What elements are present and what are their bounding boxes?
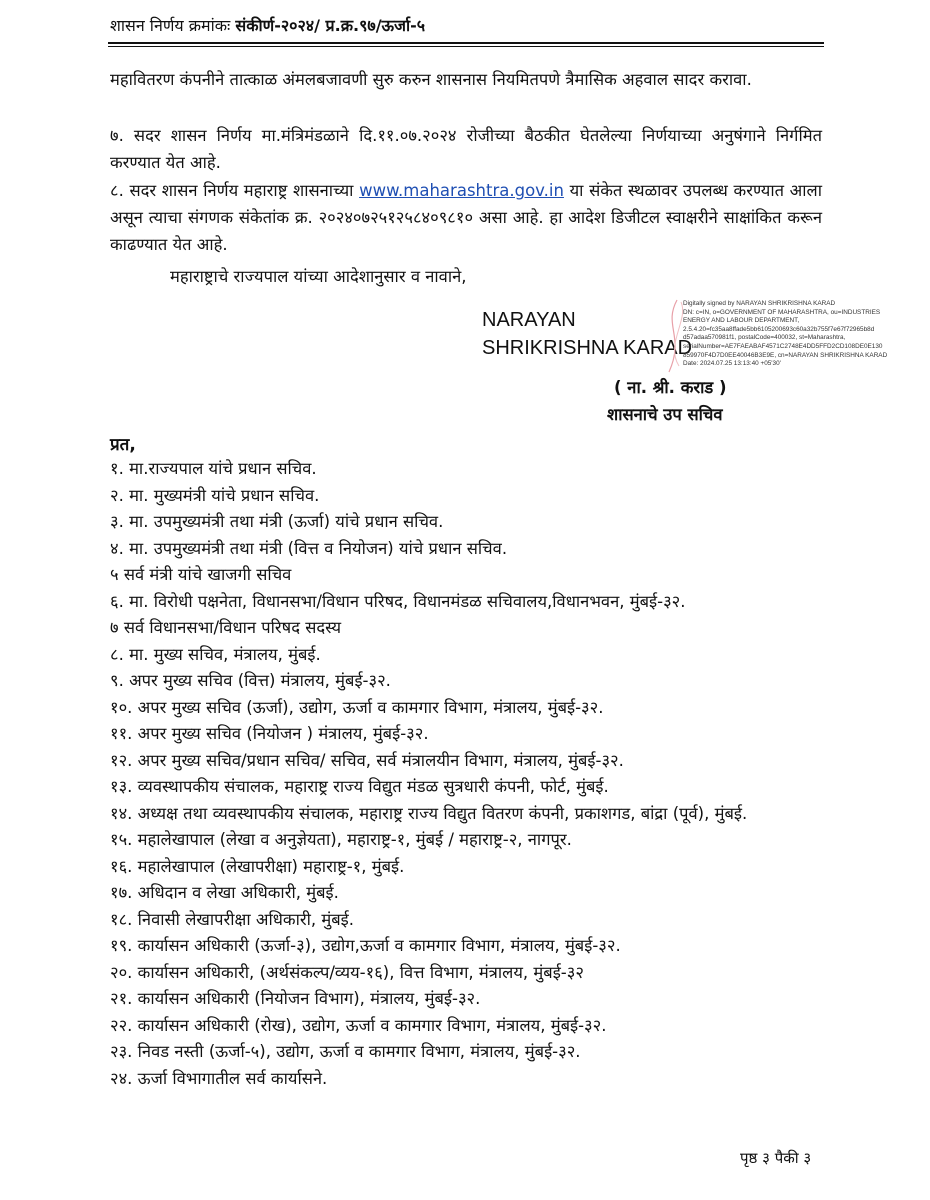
signature-detail-line: 2.5.4.20=fc35aa8ffade5bb6105200693c60a32b755f7e67f72965b8d — [683, 325, 875, 333]
paragraph-text: ७. सदर शासन निर्णय मा.मंत्रिमंडळाने दि.११.०७.२०२४ रोजीच्या बैठकीत घेतलेल्या निर्णयाच्या अनुषंगाने निर्गमित करण्यात येत आहे. — [110, 126, 822, 172]
signature-detail-line: DN: c=IN, o=GOVERNMENT OF MAHARASHTRA, ou=INDUSTRIES — [683, 308, 881, 316]
list-item: १५. महालेखापाल (लेखा व अनुज्ञेयता), महाराष्ट्र-१, मुंबई / महाराष्ट्र-२, नागपूर. — [110, 830, 572, 849]
list-item: २१. कार्यासन अधिकारी (नियोजन विभाग), मंत्रालय, मुंबई-३२. — [110, 989, 481, 1008]
signature-detail-line: Digitally signed by NARAYAN SHRIKRISHNA KARAD — [683, 300, 836, 307]
closing-line: महाराष्ट्राचे राज्यपाल यांच्या आदेशानुसार व नावाने, — [170, 267, 467, 286]
list-item: ११. अपर मुख्य सचिव (नियोजन ) मंत्रालय, मुंबई-३२. — [110, 724, 429, 743]
copy-recipients-list — [110, 456, 830, 1092]
header-rule-top — [108, 42, 824, 44]
list-item: ७ सर्व विधानसभा/विधान परिषद सदस्य — [110, 618, 342, 637]
copies-heading: प्रत, — [110, 435, 136, 455]
list-item: २४. ऊर्जा विभागातील सर्व कार्यासने. — [110, 1068, 328, 1088]
list-item: २३. निवड नस्ती (ऊर्जा-५), उद्योग, ऊर्जा व कामगार विभाग, मंत्रालय, मुंबई-३२. — [110, 1042, 581, 1061]
signature-detail-line: serialNumber=AE7FAEABAF4571C2748E4DD5FFD2CD108DE0E130 — [683, 342, 883, 350]
list-item: ८. मा. मुख्य सचिव, मंत्रालय, मुंबई. — [110, 644, 321, 664]
paragraph-continuation — [110, 66, 822, 93]
list-item: ४. मा. उपमुख्यमंत्री तथा मंत्री (वित्त व नियोजन) यांचे प्रधान सचिव. — [110, 538, 508, 558]
signature-detail-line: Date: 2024.07.25 13:13:40 +05'30' — [683, 360, 781, 368]
order-number: संकीर्ण-२०२४/ प्र.क्र.९७/ऊर्जा-५ — [235, 16, 426, 35]
paragraph-text: महावितरण कंपनीने तात्काळ अंमलबजावणी सुरु करुन शासनास नियमितपणे त्रैमासिक अहवाल सादर करावा. — [110, 70, 752, 89]
list-item: ६. मा. विरोधी पक्षनेता, विधानसभा/विधान परिषद, विधानमंडळ सचिवालय,विधानभवन, मुंबई-३२. — [110, 591, 686, 611]
signatory-designation: शासनाचे उप सचिव — [607, 405, 723, 424]
list-item: १३. व्यवस्थापकीय संचालक, महाराष्ट्र राज्य विद्युत मंडळ सुत्रधारी कंपनी, फोर्ट, मुंबई. — [110, 777, 609, 796]
list-item: १०. अपर मुख्य सचिव (ऊर्जा), उद्योग, ऊर्जा व कामगार विभाग, मंत्रालय, मुंबई-३२. — [110, 697, 604, 717]
list-item: २२. कार्यासन अधिकारी (रोख), उद्योग, ऊर्जा व कामगार विभाग, मंत्रालय, मुंबई-३२. — [110, 1015, 607, 1035]
paragraph-text: ८. सदर शासन निर्णय महाराष्ट्र शासनाच्या — [110, 181, 360, 200]
signatory-name-line1: NARAYAN — [482, 309, 576, 331]
list-item: ९. अपर मुख्य सचिव (वित्त) मंत्रालय, मुंबई-३२. — [110, 671, 391, 690]
list-item: १६. महालेखापाल (लेखापरीक्षा) महाराष्ट्र-१, मुंबई. — [110, 856, 405, 876]
paragraph-8 — [110, 177, 822, 258]
signature-detail-line: ENERGY AND LABOUR DEPARTMENT, — [683, 317, 800, 325]
signatory-initials: ( ना. श्री. कराड ) — [614, 378, 727, 397]
list-item: ३. मा. उपमुख्यमंत्री तथा मंत्री (ऊर्जा) यांचे प्रधान सचिव. — [110, 512, 444, 531]
list-item: १२. अपर मुख्य सचिव/प्रधान सचिव/ सचिव, सर्व मंत्रालयीन विभाग, मंत्रालय, मुंबई-३२. — [110, 750, 624, 770]
list-item: ५ सर्व मंत्री यांचे खाजगी सचिव — [110, 565, 292, 584]
header-prefix: शासन निर्णय क्रमांकः — [110, 16, 236, 35]
list-item: १९. कार्यासन अधिकारी (ऊर्जा-३), उद्योग,ऊर्जा व कामगार विभाग, मंत्रालय, मुंबई-३२. — [110, 936, 621, 955]
list-item: २. मा. मुख्यमंत्री यांचे प्रधान सचिव. — [110, 485, 320, 505]
paragraph-text: या संकेत स्थळावर उपलब्ध करण्यात आला असून त्याचा संगणक संकेतांक क्र. २०२४०७२५१२५८४०९८१० असा आहे. हा आदेश डिजीटल स्वाक्षरीने साक्षांकित करून काढण्यात येत आहे. — [110, 181, 822, 254]
website-link[interactable]: www.maharashtra.gov.in — [359, 181, 564, 200]
signatory-name-line2: SHRIKRISHNA KARAD — [482, 337, 693, 359]
list-item: १८. निवासी लेखापरीक्षा अधिकारी, मुंबई. — [110, 909, 355, 929]
list-item: १४. अध्यक्ष तथा व्यवस्थापकीय संचालक, महाराष्ट्र राज्य विद्युत वितरण कंपनी, प्रकाशगड, बांद्रा (पूर्व), मुंबई. — [110, 803, 748, 823]
document-header — [110, 14, 425, 38]
list-item: २०. कार्यासन अधिकारी, (अर्थसंकल्प/व्यय-१६), वित्त विभाग, मंत्रालय, मुंबई-३२ — [110, 962, 584, 982]
list-item: १७. अधिदान व लेखा अधिकारी, मुंबई. — [110, 883, 339, 902]
paragraph-7 — [110, 122, 822, 176]
signature-detail-line: 859970F4D7D0EE40046B3E9E, cn=NARAYAN SHRIKRISHNA KARAD — [683, 351, 888, 359]
page-number: पृष्ठ ३ पैकी ३ — [740, 1149, 812, 1167]
list-item: १. मा.राज्यपाल यांचे प्रधान सचिव. — [110, 459, 317, 478]
header-rule-bottom — [108, 46, 824, 47]
digital-signature-details — [683, 300, 915, 369]
signature-detail-line: d57adaa570981f1, postalCode=400032, st=Maharashtra, — [683, 334, 846, 342]
